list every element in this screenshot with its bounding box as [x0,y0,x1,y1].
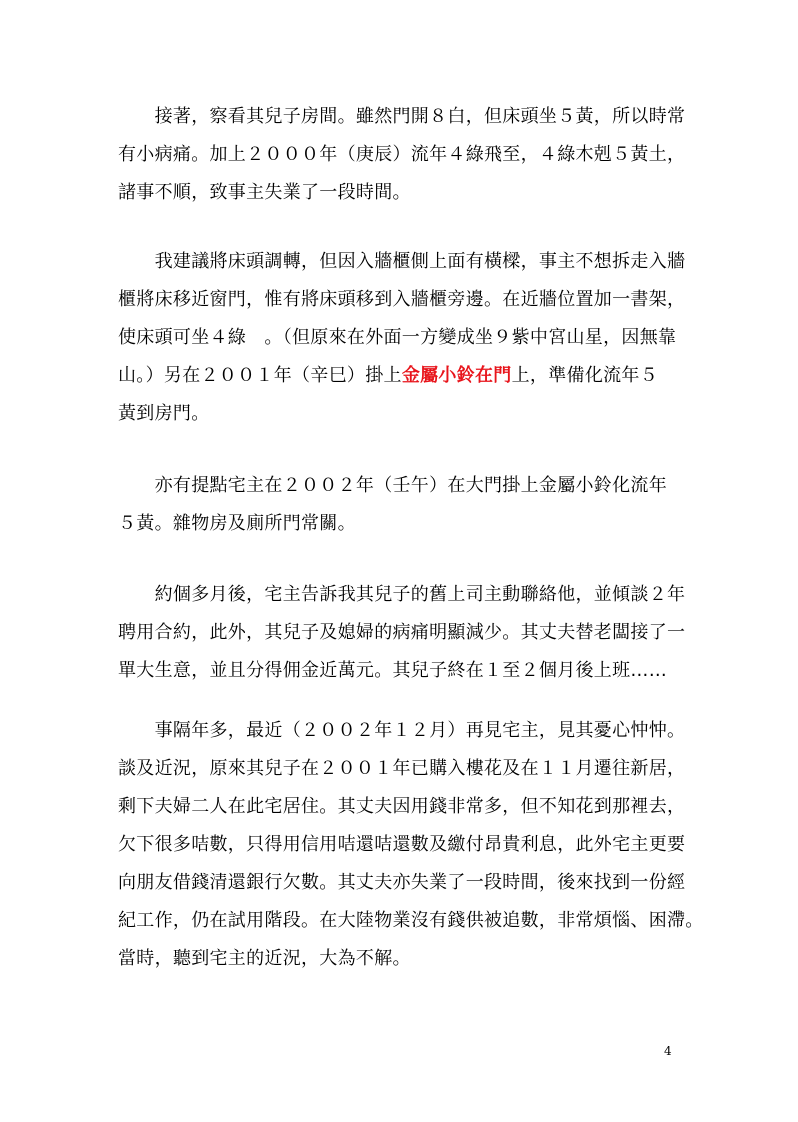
paragraph-1 [118,98,686,212]
paragraph-5 [118,712,704,978]
text-line: 諸事不順，致事主失業了一段時間。 [118,182,411,203]
text-line: 剩下夫婦二人在此宅居住。其丈夫因用錢非常多，但不知花到那裡去， [118,796,686,817]
text-segment: 上，準備化流年５ [511,365,659,386]
text-line: 我建議將床頭調轉，但因入牆櫃側上面有橫樑，事主不想拆走入牆 [118,251,686,272]
text-line: ５黃。雜物房及廁所門常關。 [118,513,356,534]
paragraph-3 [118,467,680,543]
text-line: 亦有提點宅主在２００２年（壬午）在大門掛上金屬小鈴化流年 [118,475,667,496]
text-line: 事隔年多，最近（２００２年１２月）再見宅主，見其憂心忡忡。 [118,720,686,741]
text-line: 紀工作，仍在試用階段。在大陸物業沒有錢供被追數，非常煩惱、困滯。 [118,910,704,931]
text-line: 談及近況，原來其兒子在２００１年已購入樓花及在１１月遷往新居， [118,758,686,779]
text-line: 向朋友借錢清還銀行欠數。其丈夫亦失業了一段時間，後來找到一份經 [118,872,686,893]
page-number: 4 [664,1044,672,1058]
text-line: 接著，察看其兒子房間。雖然門開８白，但床頭坐５黃，所以時常 [118,106,686,127]
text-line-with-highlight [118,357,680,395]
text-line: 當時，聽到宅主的近況，大為不解。 [118,948,411,969]
text-line: 有小病痛。加上２０００年（庚辰）流年４綠飛至，４綠木剋５黃土， [118,144,686,165]
text-line: 欠下很多咭數，只得用信用咭還咭還數及繳付昂貴利息，此外宅主更要 [118,834,686,855]
paragraph-2 [118,243,686,433]
highlighted-text: 金屬小鈴在門 [401,365,512,386]
text-line: 聘用合約，此外，其兒子及媳婦的病痛明顯減少。其丈夫替老闆接了一 [118,622,686,643]
text-line: 約個多月後，宅主告訴我其兒子的舊上司主動聯絡他，並傾談２年 [118,584,686,605]
text-line: 黃到房門。 [118,403,210,424]
text-line: 使床頭可坐４綠 。（但原來在外面一方變成坐９紫中宮山星，因無靠 [118,327,677,348]
text-segment: 山。）另在２００１年（辛巳）掛上 [118,365,402,386]
paragraph-4 [118,576,686,690]
text-line: 單大生意，並且分得佣金近萬元。其兒子終在１至２個月後上班…… [118,660,667,681]
text-line: 櫃將床移近窗門，惟有將床頭移到入牆櫃旁邊。在近牆位置加一書架， [118,289,686,310]
